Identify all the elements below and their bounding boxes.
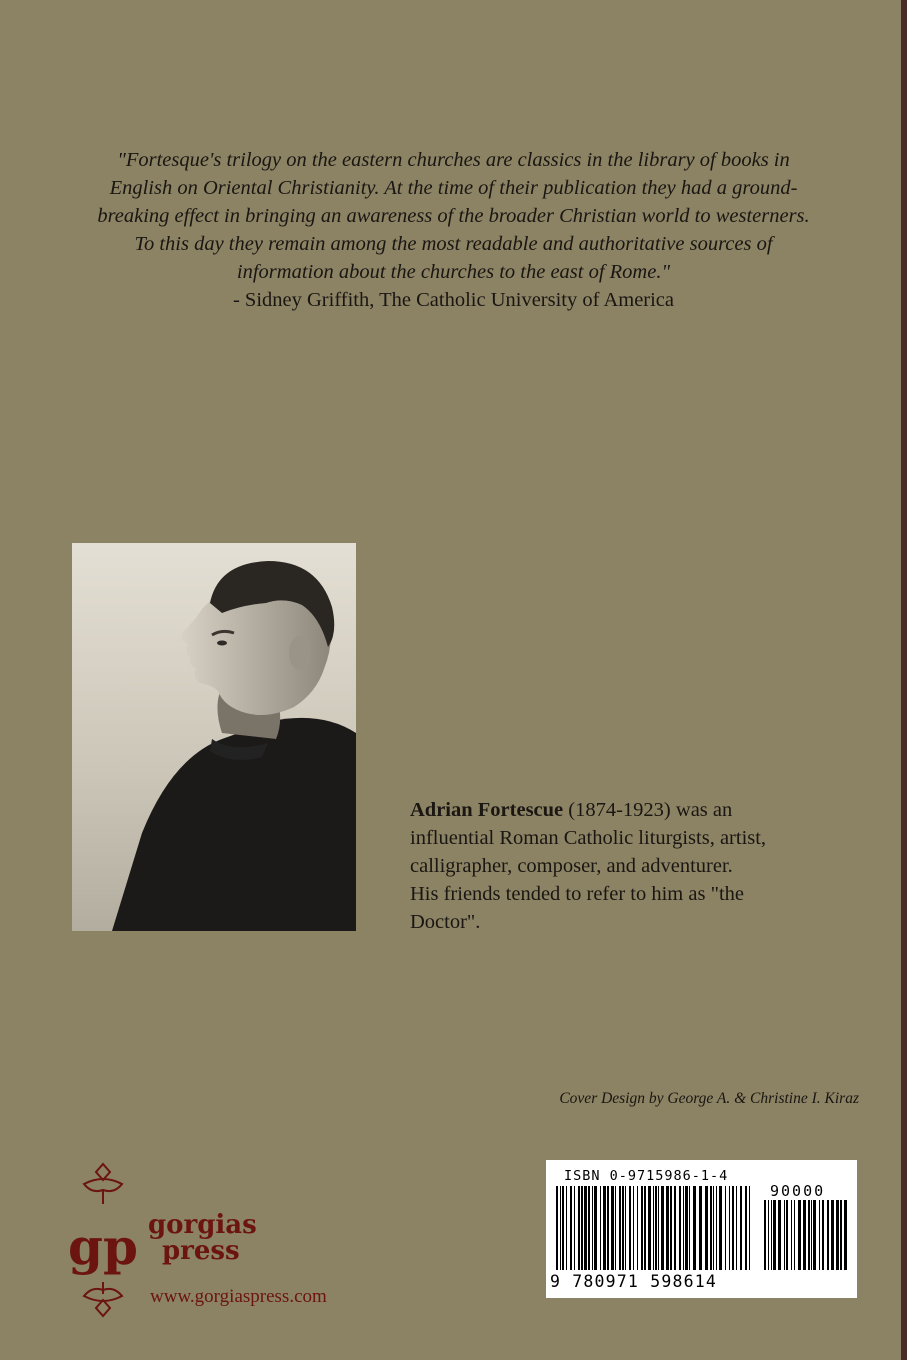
author-bio [410,796,830,936]
publisher-emblem-icon [70,1160,136,1320]
ean-barcode-bars [554,1186,754,1270]
isbn-barcode [546,1160,857,1298]
barcode-bar [633,1186,634,1270]
publisher-name-line2: press [162,1236,240,1266]
barcode-bar [685,1186,688,1270]
publisher-name-line1: gorgias [148,1210,257,1240]
barcode-bar [648,1186,651,1270]
barcode-bar [840,1200,842,1270]
barcode-bar [658,1186,659,1270]
barcode-bar [566,1186,567,1270]
barcode-bar [570,1186,572,1270]
quote-line: information about the churches to the east of Rome." [236,261,671,283]
barcode-bar [693,1186,696,1270]
barcode-bar [611,1186,614,1270]
barcode-bar [713,1186,714,1270]
quote-line: breaking effect in bringing an awareness of the broader Christian world to westerners. [97,205,810,227]
barcode-bar [674,1186,676,1270]
publisher-name [148,1212,257,1264]
barcode-bar [699,1186,702,1270]
price-code: 90000 [770,1182,826,1200]
quote-attribution: - Sidney Griffith, The Catholic University of America [232,289,675,311]
barcode-bar [661,1186,664,1270]
bio-text: calligrapher, composer, and adventurer. [410,855,733,877]
barcode-bar [822,1200,824,1270]
barcode-bar [831,1200,834,1270]
bio-text: Doctor". [410,911,481,933]
barcode-bar [768,1200,769,1270]
barcode-bar [556,1186,558,1270]
barcode-bar [745,1186,747,1270]
barcode-bar [836,1200,839,1270]
isbn-text: ISBN 0-9715986-1-4 [564,1168,729,1184]
barcode-bar [594,1186,597,1270]
barcode-bar [670,1186,672,1270]
barcode-bar [622,1186,624,1270]
bio-text: (1874-1923) was an [563,799,733,821]
barcode-bar [625,1186,626,1270]
barcode-bar [560,1186,561,1270]
barcode-bar [615,1186,616,1270]
barcode-bar [637,1186,638,1270]
barcode-bar [629,1186,631,1270]
barcode-bar [584,1186,587,1270]
barcode-bar [655,1186,657,1270]
barcode-bar [679,1186,681,1270]
barcode-bar [619,1186,621,1270]
barcode-bar [749,1186,750,1270]
barcode-bar [729,1186,730,1270]
addon-barcode-bars [762,1200,848,1270]
bio-text: influential Roman Catholic liturgists, artist, [410,827,767,849]
barcode-bar [771,1200,772,1270]
barcode-bar [773,1200,776,1270]
spine-edge [901,0,907,1360]
barcode-bar [778,1200,781,1270]
barcode-bar [764,1200,766,1270]
publisher-monogram: gp [70,1217,136,1276]
quote-line: English on Oriental Christianity. At the time of their publication they had a ground- [109,177,798,199]
barcode-bar [581,1186,583,1270]
barcode-bar [794,1200,795,1270]
barcode-bar [719,1186,722,1270]
barcode-bar [578,1186,580,1270]
endorsement-quote [60,146,847,314]
barcode-bar [716,1186,717,1270]
barcode-bar [603,1186,606,1270]
barcode-bar [844,1200,847,1270]
ean-digits: 9 780971 598614 [550,1272,718,1291]
barcode-bar [644,1186,646,1270]
author-name: Adrian Fortescue [410,799,564,821]
barcode-bar [791,1200,792,1270]
barcode-bar [592,1186,593,1270]
barcode-bar [736,1186,737,1270]
cover-design-credit: Cover Design by George A. & Christine I. Kiraz [559,1090,859,1107]
barcode-bar [689,1186,690,1270]
barcode-bar [588,1186,590,1270]
barcode-bar [740,1186,742,1270]
barcode-bar [813,1200,816,1270]
bio-text: His friends tended to refer to him as "the [410,883,744,905]
barcode-bar [607,1186,609,1270]
quote-line: To this day they remain among the most readable and authoritative sources of [134,233,773,255]
barcode-bar [725,1186,726,1270]
barcode-bar [803,1200,806,1270]
barcode-bar [705,1186,708,1270]
barcode-bar [710,1186,712,1270]
barcode-bar [784,1200,785,1270]
barcode-bar [786,1200,788,1270]
barcode-bar [808,1200,810,1270]
barcode-bar [811,1200,812,1270]
barcode-bar [798,1200,801,1270]
barcode-bar [666,1186,669,1270]
barcode-bar [574,1186,575,1270]
barcode-bar [600,1186,601,1270]
barcode-bar [819,1200,820,1270]
barcode-bar [683,1186,684,1270]
author-portrait [72,543,356,931]
barcode-bar [732,1186,734,1270]
barcode-bar [827,1200,829,1270]
barcode-bar [562,1186,564,1270]
barcode-bar [641,1186,643,1270]
quote-line: "Fortesque's trilogy on the eastern churches are classics in the library of books in [117,149,790,171]
publisher-url: www.gorgiaspress.com [150,1286,327,1307]
barcode-bar [653,1186,654,1270]
